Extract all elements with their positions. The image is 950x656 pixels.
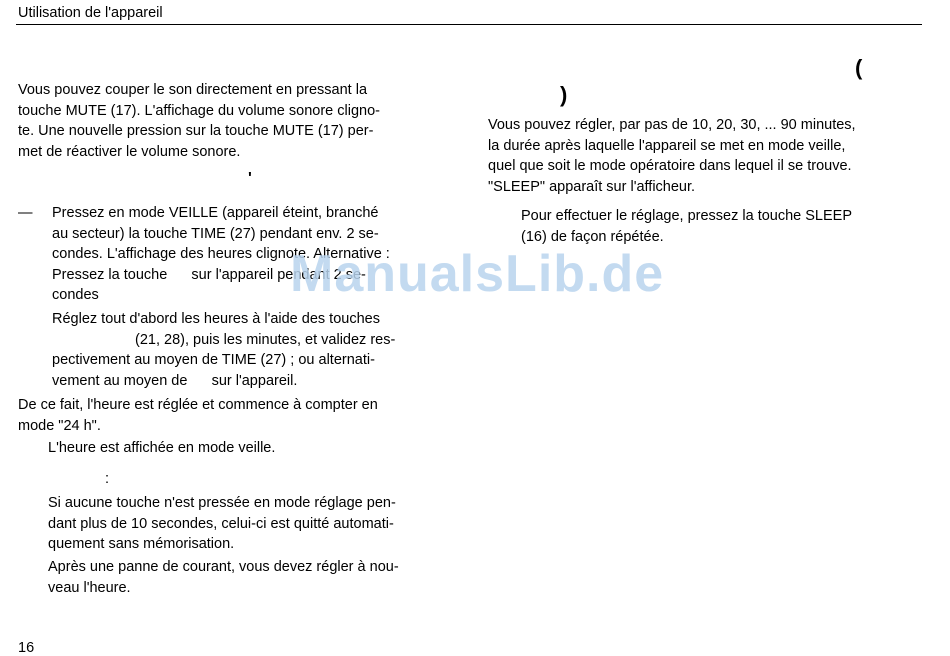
- paragraph-display: [48, 438, 275, 459]
- text-line: "SLEEP" apparaît sur l'afficheur.: [488, 178, 696, 195]
- text-line: au secteur) la touche TIME (27) pendant env. 2 se-: [52, 225, 379, 242]
- text-line: Pour effectuer le réglage, pressez la touche SLEEP: [521, 208, 853, 224]
- text-line: dant plus de 10 secondes, celui-ci est quitté automati-: [48, 515, 394, 532]
- heading-apostrophe: ': [248, 170, 252, 187]
- text-line: Si aucune touche n'est pressée en mode réglage pen-: [48, 495, 396, 511]
- text-line: te. Une nouvelle pression sur la touche MUTE (17) per-: [18, 123, 374, 139]
- text-line: (21, 28), puis les minutes, et validez res-: [135, 331, 396, 348]
- text-line: vement au moyen de sur l'appareil.: [52, 372, 298, 389]
- text-line: quel que soit le mode opératoire dans lequel il se trouve.: [488, 158, 852, 174]
- header-rule: [16, 24, 922, 25]
- watermark-logo: ManualsLib.de: [290, 245, 665, 303]
- text-line: Réglez tout d'abord les heures à l'aide des touches: [52, 311, 380, 327]
- paragraph-mute: [18, 80, 380, 162]
- text-line: met de réactiver le volume sonore.: [18, 143, 241, 160]
- paragraph-step-2: [52, 309, 395, 391]
- text-line: Après une panne de courant, vous devez régler à nou-: [48, 559, 399, 575]
- text-line: la durée après laquelle l'appareil se met en mode veille,: [488, 137, 846, 154]
- paragraph-sleep-howto: [521, 206, 852, 247]
- text-line: L'heure est affichée en mode veille.: [48, 440, 276, 456]
- text-line: pectivement au moyen de TIME (27) ; ou alternati-: [52, 352, 375, 368]
- paragraph-timeout: [48, 493, 396, 555]
- text-line: veau l'heure.: [48, 579, 131, 596]
- paragraph-power-failure: [48, 557, 399, 598]
- heading-paren-open: (: [855, 55, 863, 80]
- paragraph-result: [18, 395, 378, 436]
- text-line: De ce fait, l'heure est réglée et commence à compter en: [18, 397, 378, 413]
- text-line: condes. L'affichage des heures clignote. Alternative :: [52, 246, 390, 262]
- paragraph-sleep: [488, 115, 856, 197]
- text-line: Vous pouvez régler, par pas de 10, 20, 30, ... 90 minutes,: [488, 117, 856, 133]
- text-line: Pressez la touche sur l'appareil pendant 2 se-: [52, 266, 366, 283]
- text-line: Vous pouvez couper le son directement en pressant la: [18, 82, 368, 98]
- page-number: 16: [18, 640, 35, 656]
- text-line: condes: [52, 287, 99, 303]
- note-colon: :: [105, 471, 110, 487]
- page-header-title: Utilisation de l'appareil: [18, 5, 163, 21]
- text-line: quement sans mémorisation.: [48, 536, 235, 552]
- heading-paren-close: ): [560, 82, 568, 107]
- text-line: (16) de façon répétée.: [521, 228, 664, 245]
- text-line: touche MUTE (17). L'affichage du volume sonore cligno-: [18, 102, 380, 119]
- text-line: mode "24 h".: [18, 417, 101, 434]
- list-dash: —: [18, 205, 33, 221]
- text-line: Pressez en mode VEILLE (appareil éteint, branché: [52, 205, 379, 221]
